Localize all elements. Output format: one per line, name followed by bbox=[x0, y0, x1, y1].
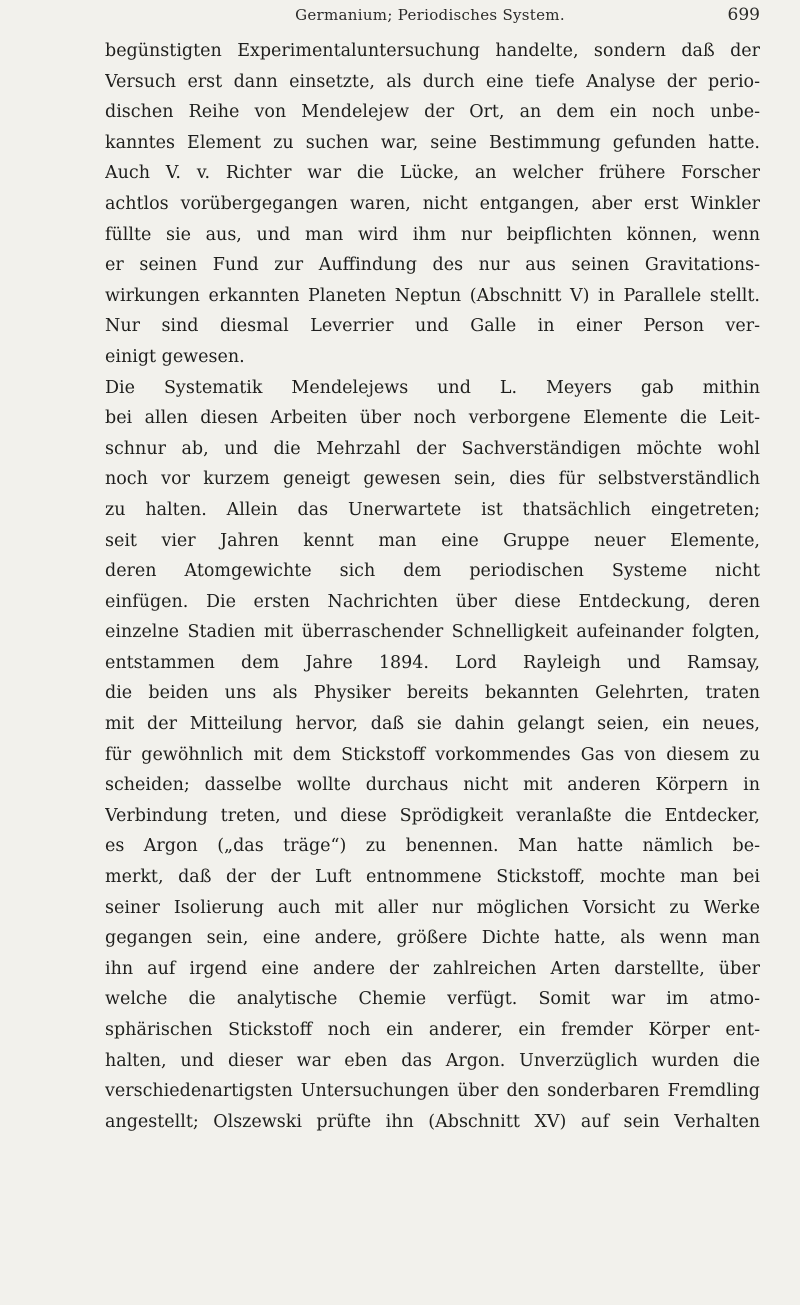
text-line: noch vor kurzem geneigt gewesen sein, dies für selbstverständlich bbox=[105, 469, 760, 490]
text-line: schnur ab, und die Mehrzahl der Sachverständigen möchte wohl bbox=[105, 438, 760, 459]
text-line: ihn auf irgend eine andere der zahlreichen Arten darstellte, über bbox=[105, 958, 760, 979]
text-line: Nur sind diesmal Leverrier und Galle in einer Person ver- bbox=[105, 316, 760, 337]
text-line: die beiden uns als Physiker bereits bekannten Gelehrten, traten bbox=[105, 683, 760, 704]
text-line: Verbindung treten, und diese Sprödigkeit veranlaßte die Entdecker, bbox=[105, 805, 760, 826]
text-line: Die Systematik Mendelejews und L. Meyers gab mithin bbox=[105, 377, 760, 398]
text-line: Versuch erst dann einsetzte, als durch eine tiefe Analyse der perio- bbox=[105, 71, 760, 92]
text-line: wirkungen erkannten Planeten Neptun (Abschnitt V) in Parallele stellt. bbox=[105, 285, 760, 306]
text-line: scheiden; dasselbe wollte durchaus nicht mit anderen Körpern in bbox=[105, 775, 760, 796]
page-number: 699 bbox=[727, 5, 760, 25]
text-line: sphärischen Stickstoff noch ein anderer, ein fremder Körper ent- bbox=[105, 1020, 760, 1040]
text-line: achtlos vorübergegangen waren, nicht entgangen, aber erst Winkler bbox=[105, 193, 760, 214]
text-line: es Argon („das träge“) zu benennen. Man hatte nämlich be- bbox=[105, 836, 760, 857]
text-line: er seinen Fund zur Auffindung des nur aus seinen Gravitations- bbox=[105, 255, 760, 276]
text-line: für gewöhnlich mit dem Stickstoff vorkommendes Gas von diesem zu bbox=[105, 744, 760, 765]
text-line: einzelne Stadien mit überraschender Schnelligkeit aufeinander folgten, bbox=[105, 622, 760, 643]
running-title: Germanium; Periodisches System. bbox=[295, 6, 565, 24]
text-line: seiner Isolierung auch mit aller nur möglichen Vorsicht zu Werke bbox=[105, 897, 760, 918]
text-line: zu halten. Allein das Unerwartete ist thatsächlich eingetreten; bbox=[105, 499, 760, 520]
text-line: einfügen. Die ersten Nachrichten über diese Entdeckung, deren bbox=[105, 591, 760, 612]
text-line: angestellt; Olszewski prüfte ihn (Abschnitt XV) auf sein Verhalten bbox=[105, 1111, 760, 1132]
text-line: mit der Mitteilung hervor, daß sie dahin gelangt seien, ein neues, bbox=[105, 714, 760, 735]
text-line: deren Atomgewichte sich dem periodischen Systeme nicht bbox=[105, 561, 760, 582]
text-line: gegangen sein, eine andere, größere Dichte hatte, als wenn man bbox=[105, 928, 760, 949]
text-line: dischen Reihe von Mendelejew der Ort, an dem ein noch unbe- bbox=[105, 102, 760, 123]
text-line: bei allen diesen Arbeiten über noch verborgene Elemente die Leit- bbox=[105, 408, 760, 429]
text-line: verschiedenartigsten Untersuchungen über den sonderbaren Fremdling bbox=[105, 1081, 760, 1102]
text-line: halten, und dieser war eben das Argon. Unverzüglich wurden die bbox=[105, 1050, 760, 1071]
text-line: merkt, daß der der Luft entnommene Stickstoff, mochte man bei bbox=[105, 867, 760, 888]
text-line: einigt gewesen. bbox=[105, 346, 245, 367]
text-line: kanntes Element zu suchen war, seine Bestimmung gefunden hatte. bbox=[105, 132, 760, 153]
text-line: begünstigten Experimentaluntersuchung handelte, sondern daß der bbox=[105, 41, 760, 61]
text-line: welche die analytische Chemie verfügt. Somit war im atmo- bbox=[105, 989, 760, 1010]
text-line: füllte sie aus, und man wird ihm nur beipflichten können, wenn bbox=[105, 224, 760, 245]
body-text bbox=[105, 36, 760, 1137]
running-head bbox=[100, 4, 760, 28]
text-line: entstammen dem Jahre 1894. Lord Rayleigh und Ramsay, bbox=[105, 652, 760, 673]
text-line: Auch V. v. Richter war die Lücke, an welcher frühere Forscher bbox=[105, 163, 760, 184]
text-line: seit vier Jahren kennt man eine Gruppe neuer Elemente, bbox=[105, 530, 760, 551]
